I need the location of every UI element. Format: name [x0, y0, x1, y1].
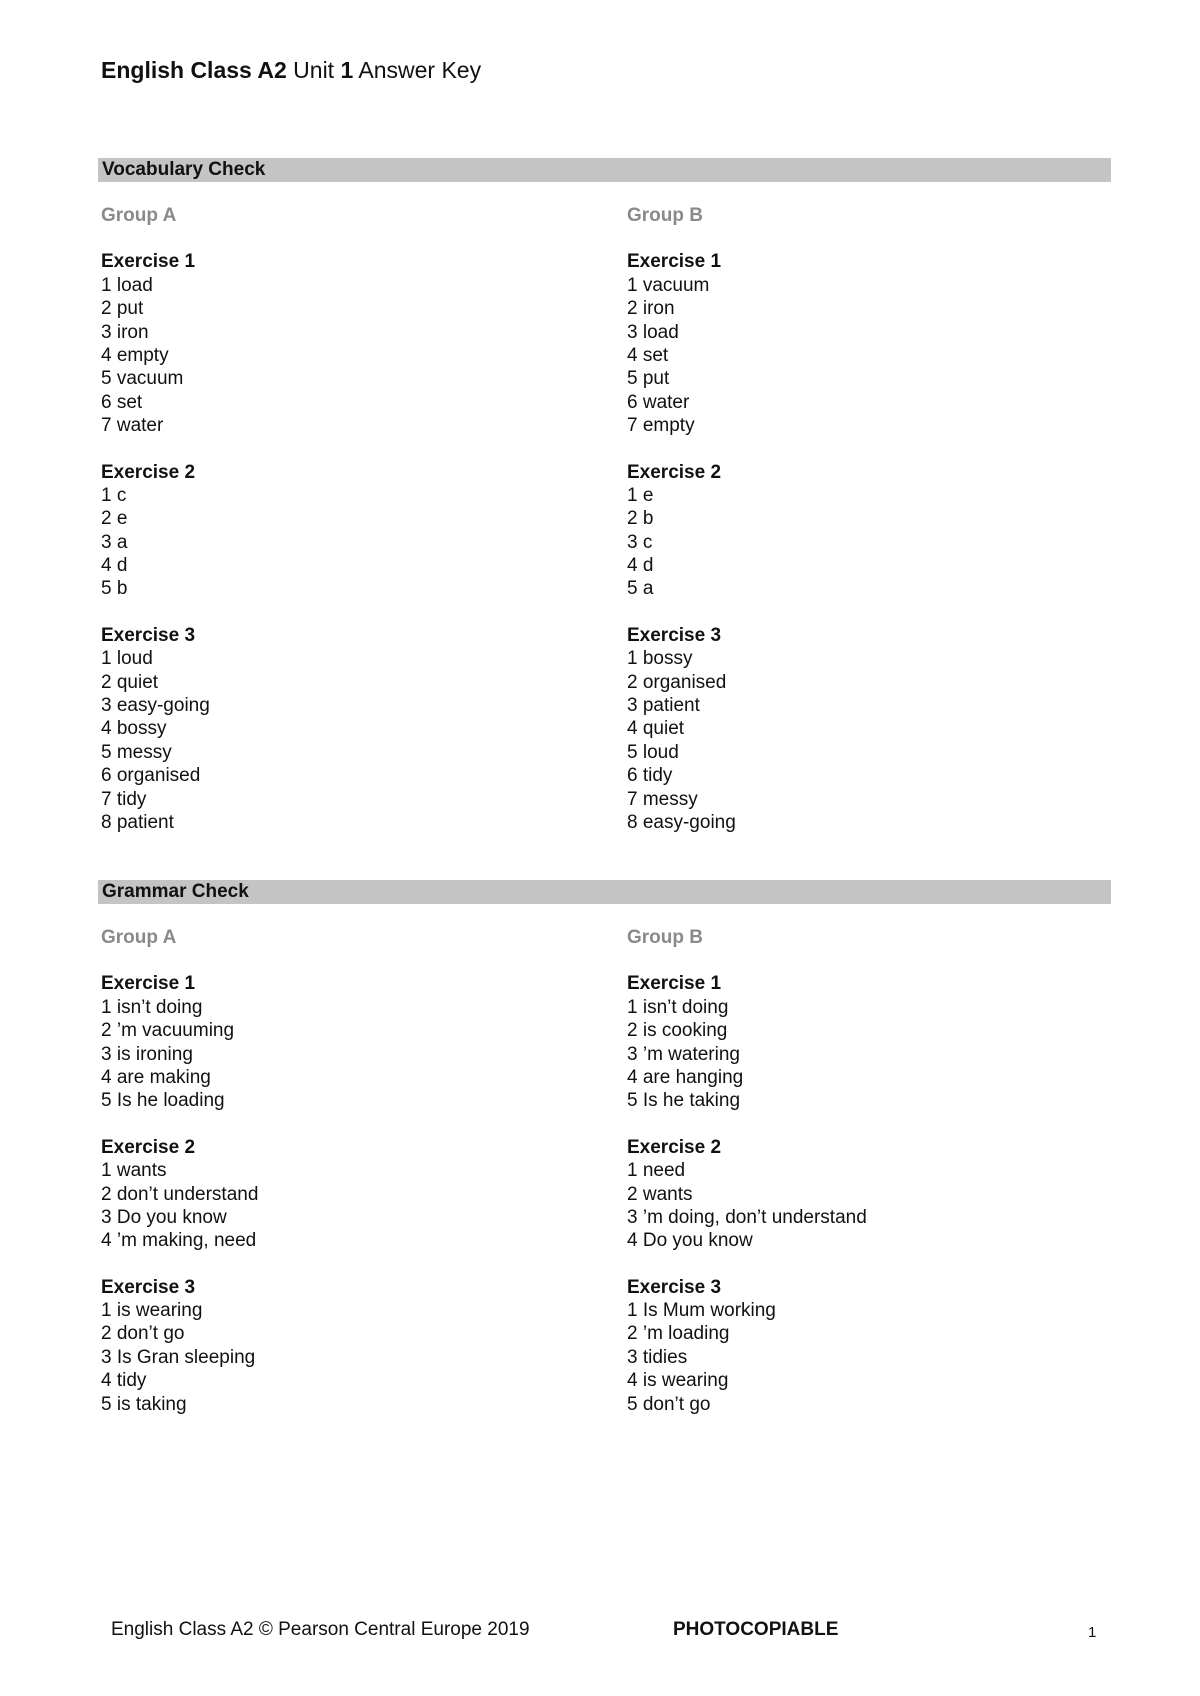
- answer-item: 3 tidies: [627, 1346, 688, 1368]
- answer-item: 1 isn’t doing: [627, 996, 729, 1018]
- answer-item: 7 tidy: [101, 788, 147, 810]
- answer-item: 2 ’m vacuuming: [101, 1020, 235, 1042]
- answer-item: 2 is cooking: [627, 1020, 728, 1042]
- exercise-title: Exercise 2: [101, 461, 196, 483]
- footer-copyright: English Class A2 © Pearson Central Europe 2019: [111, 1619, 530, 1640]
- answer-item: 1 isn’t doing: [101, 996, 203, 1018]
- answer-item: 7 empty: [627, 415, 695, 437]
- answer-item: 7 messy: [627, 788, 698, 810]
- exercise-block: [101, 250, 210, 437]
- footer-photocopiable: PHOTOCOPIABLE: [673, 1619, 839, 1640]
- answer-item: 6 water: [627, 391, 690, 413]
- answer-item: 5 Is he taking: [627, 1090, 741, 1112]
- answer-item: 6 set: [101, 391, 143, 413]
- exercise-block: [627, 461, 736, 601]
- exercise-block: [627, 972, 867, 1112]
- page-title: [101, 56, 481, 84]
- exercise-title: Exercise 1: [101, 251, 196, 273]
- exercise-title: Exercise 2: [627, 461, 722, 483]
- answer-item: 3 ’m watering: [627, 1043, 740, 1065]
- answer-item: 3 ’m doing, don’t understand: [627, 1206, 867, 1228]
- page-number: 1: [1088, 1624, 1097, 1641]
- answer-item: 2 wants: [627, 1183, 693, 1205]
- answer-item: 1 vacuum: [627, 274, 710, 296]
- exercise-block: [627, 1276, 867, 1416]
- answer-item: 3 Do you know: [101, 1206, 227, 1228]
- answer-item: 8 patient: [101, 811, 174, 833]
- answer-item: 1 c: [101, 484, 127, 506]
- title-part: Unit: [286, 57, 341, 83]
- answer-item: 4 empty: [101, 344, 169, 366]
- exercise-block: [627, 1136, 867, 1253]
- answer-item: 5 b: [101, 578, 128, 600]
- exercise-block: [101, 624, 210, 835]
- section-heading: Vocabulary Check: [98, 158, 1111, 182]
- answer-item: 2 ’m loading: [627, 1323, 730, 1345]
- group-label: Group A: [101, 927, 177, 948]
- answer-item: 4 is wearing: [627, 1370, 729, 1392]
- answer-item: 4 are hanging: [627, 1066, 744, 1088]
- answer-item: 3 load: [627, 321, 679, 343]
- answer-item: 5 vacuum: [101, 368, 184, 390]
- answer-item: 6 organised: [101, 765, 201, 787]
- exercise-block: [101, 1276, 258, 1416]
- exercise-block: [627, 624, 736, 835]
- answer-item: 5 is taking: [101, 1393, 187, 1415]
- group-label: Group A: [101, 205, 177, 226]
- group-label: Group B: [627, 205, 703, 226]
- exercise-title: Exercise 2: [101, 1136, 196, 1158]
- answer-item: 3 c: [627, 531, 653, 553]
- exercise-title: Exercise 1: [627, 251, 722, 273]
- answer-item: 3 is ironing: [101, 1043, 193, 1065]
- answer-item: 1 load: [101, 274, 153, 296]
- exercise-block: [101, 1136, 258, 1253]
- answer-item: 1 need: [627, 1160, 686, 1182]
- answer-item: 5 a: [627, 578, 654, 600]
- title-part: 1: [340, 57, 354, 83]
- title-part: English Class: [101, 57, 258, 83]
- exercise-title: Exercise 3: [101, 1276, 196, 1298]
- answer-item: 2 put: [101, 298, 144, 320]
- exercise-block: [101, 461, 210, 601]
- answer-item: 3 Is Gran sleeping: [101, 1346, 256, 1368]
- answer-item: 4 tidy: [101, 1370, 147, 1392]
- answer-item: 6 tidy: [627, 765, 673, 787]
- answer-item: 2 iron: [627, 298, 675, 320]
- group-column-a: [101, 904, 258, 1439]
- answer-item: 4 d: [101, 555, 128, 577]
- answer-item: 4 d: [627, 555, 654, 577]
- exercise-title: Exercise 3: [627, 624, 722, 646]
- section-heading: Grammar Check: [98, 880, 1111, 904]
- answer-item: 3 a: [101, 531, 128, 553]
- answer-item: 4 set: [627, 344, 669, 366]
- answer-item: 4 ’m making, need: [101, 1230, 257, 1252]
- answer-item: 2 e: [101, 508, 128, 530]
- answer-item: 8 easy-going: [627, 811, 736, 833]
- exercise-block: [101, 972, 258, 1112]
- answer-item: 2 organised: [627, 671, 727, 693]
- exercise-title: Exercise 3: [101, 624, 196, 646]
- group-column-b: [627, 182, 736, 857]
- answer-item: 5 Is he loading: [101, 1090, 225, 1112]
- exercise-title: Exercise 1: [627, 973, 722, 995]
- answer-item: 5 don’t go: [627, 1393, 711, 1415]
- answer-item: 1 loud: [101, 648, 153, 670]
- exercise-title: Exercise 3: [627, 1276, 722, 1298]
- answer-item: 5 messy: [101, 741, 172, 763]
- answer-item: 3 patient: [627, 695, 700, 717]
- exercise-title: Exercise 2: [627, 1136, 722, 1158]
- answer-item: 1 is wearing: [101, 1300, 203, 1322]
- answer-item: 2 quiet: [101, 671, 159, 693]
- answer-item: 4 are making: [101, 1066, 211, 1088]
- exercise-title: Exercise 1: [101, 973, 196, 995]
- section-grammar-check: [98, 880, 1111, 1415]
- group-column-a: [101, 182, 210, 857]
- answer-item: 4 quiet: [627, 718, 685, 740]
- answer-item: 3 iron: [101, 321, 149, 343]
- answer-item: 1 Is Mum working: [627, 1300, 776, 1322]
- answer-item: 2 don’t go: [101, 1323, 185, 1345]
- answer-item: 1 wants: [101, 1160, 167, 1182]
- exercise-block: [627, 250, 736, 437]
- answer-item: 4 Do you know: [627, 1230, 753, 1252]
- answer-item: 7 water: [101, 415, 164, 437]
- answer-item: 4 bossy: [101, 718, 167, 740]
- answer-item: 1 bossy: [627, 648, 693, 670]
- answer-item: 5 put: [627, 368, 670, 390]
- title-part: Answer Key: [353, 57, 482, 83]
- answer-item: 2 b: [627, 508, 654, 530]
- answer-item: 3 easy-going: [101, 695, 210, 717]
- group-label: Group B: [627, 927, 703, 948]
- answer-item: 2 don’t understand: [101, 1183, 259, 1205]
- answer-item: 1 e: [627, 484, 654, 506]
- title-part: A2: [257, 57, 287, 83]
- group-column-b: [627, 904, 867, 1439]
- section-vocabulary-check: [98, 158, 1111, 833]
- answer-item: 5 loud: [627, 741, 679, 763]
